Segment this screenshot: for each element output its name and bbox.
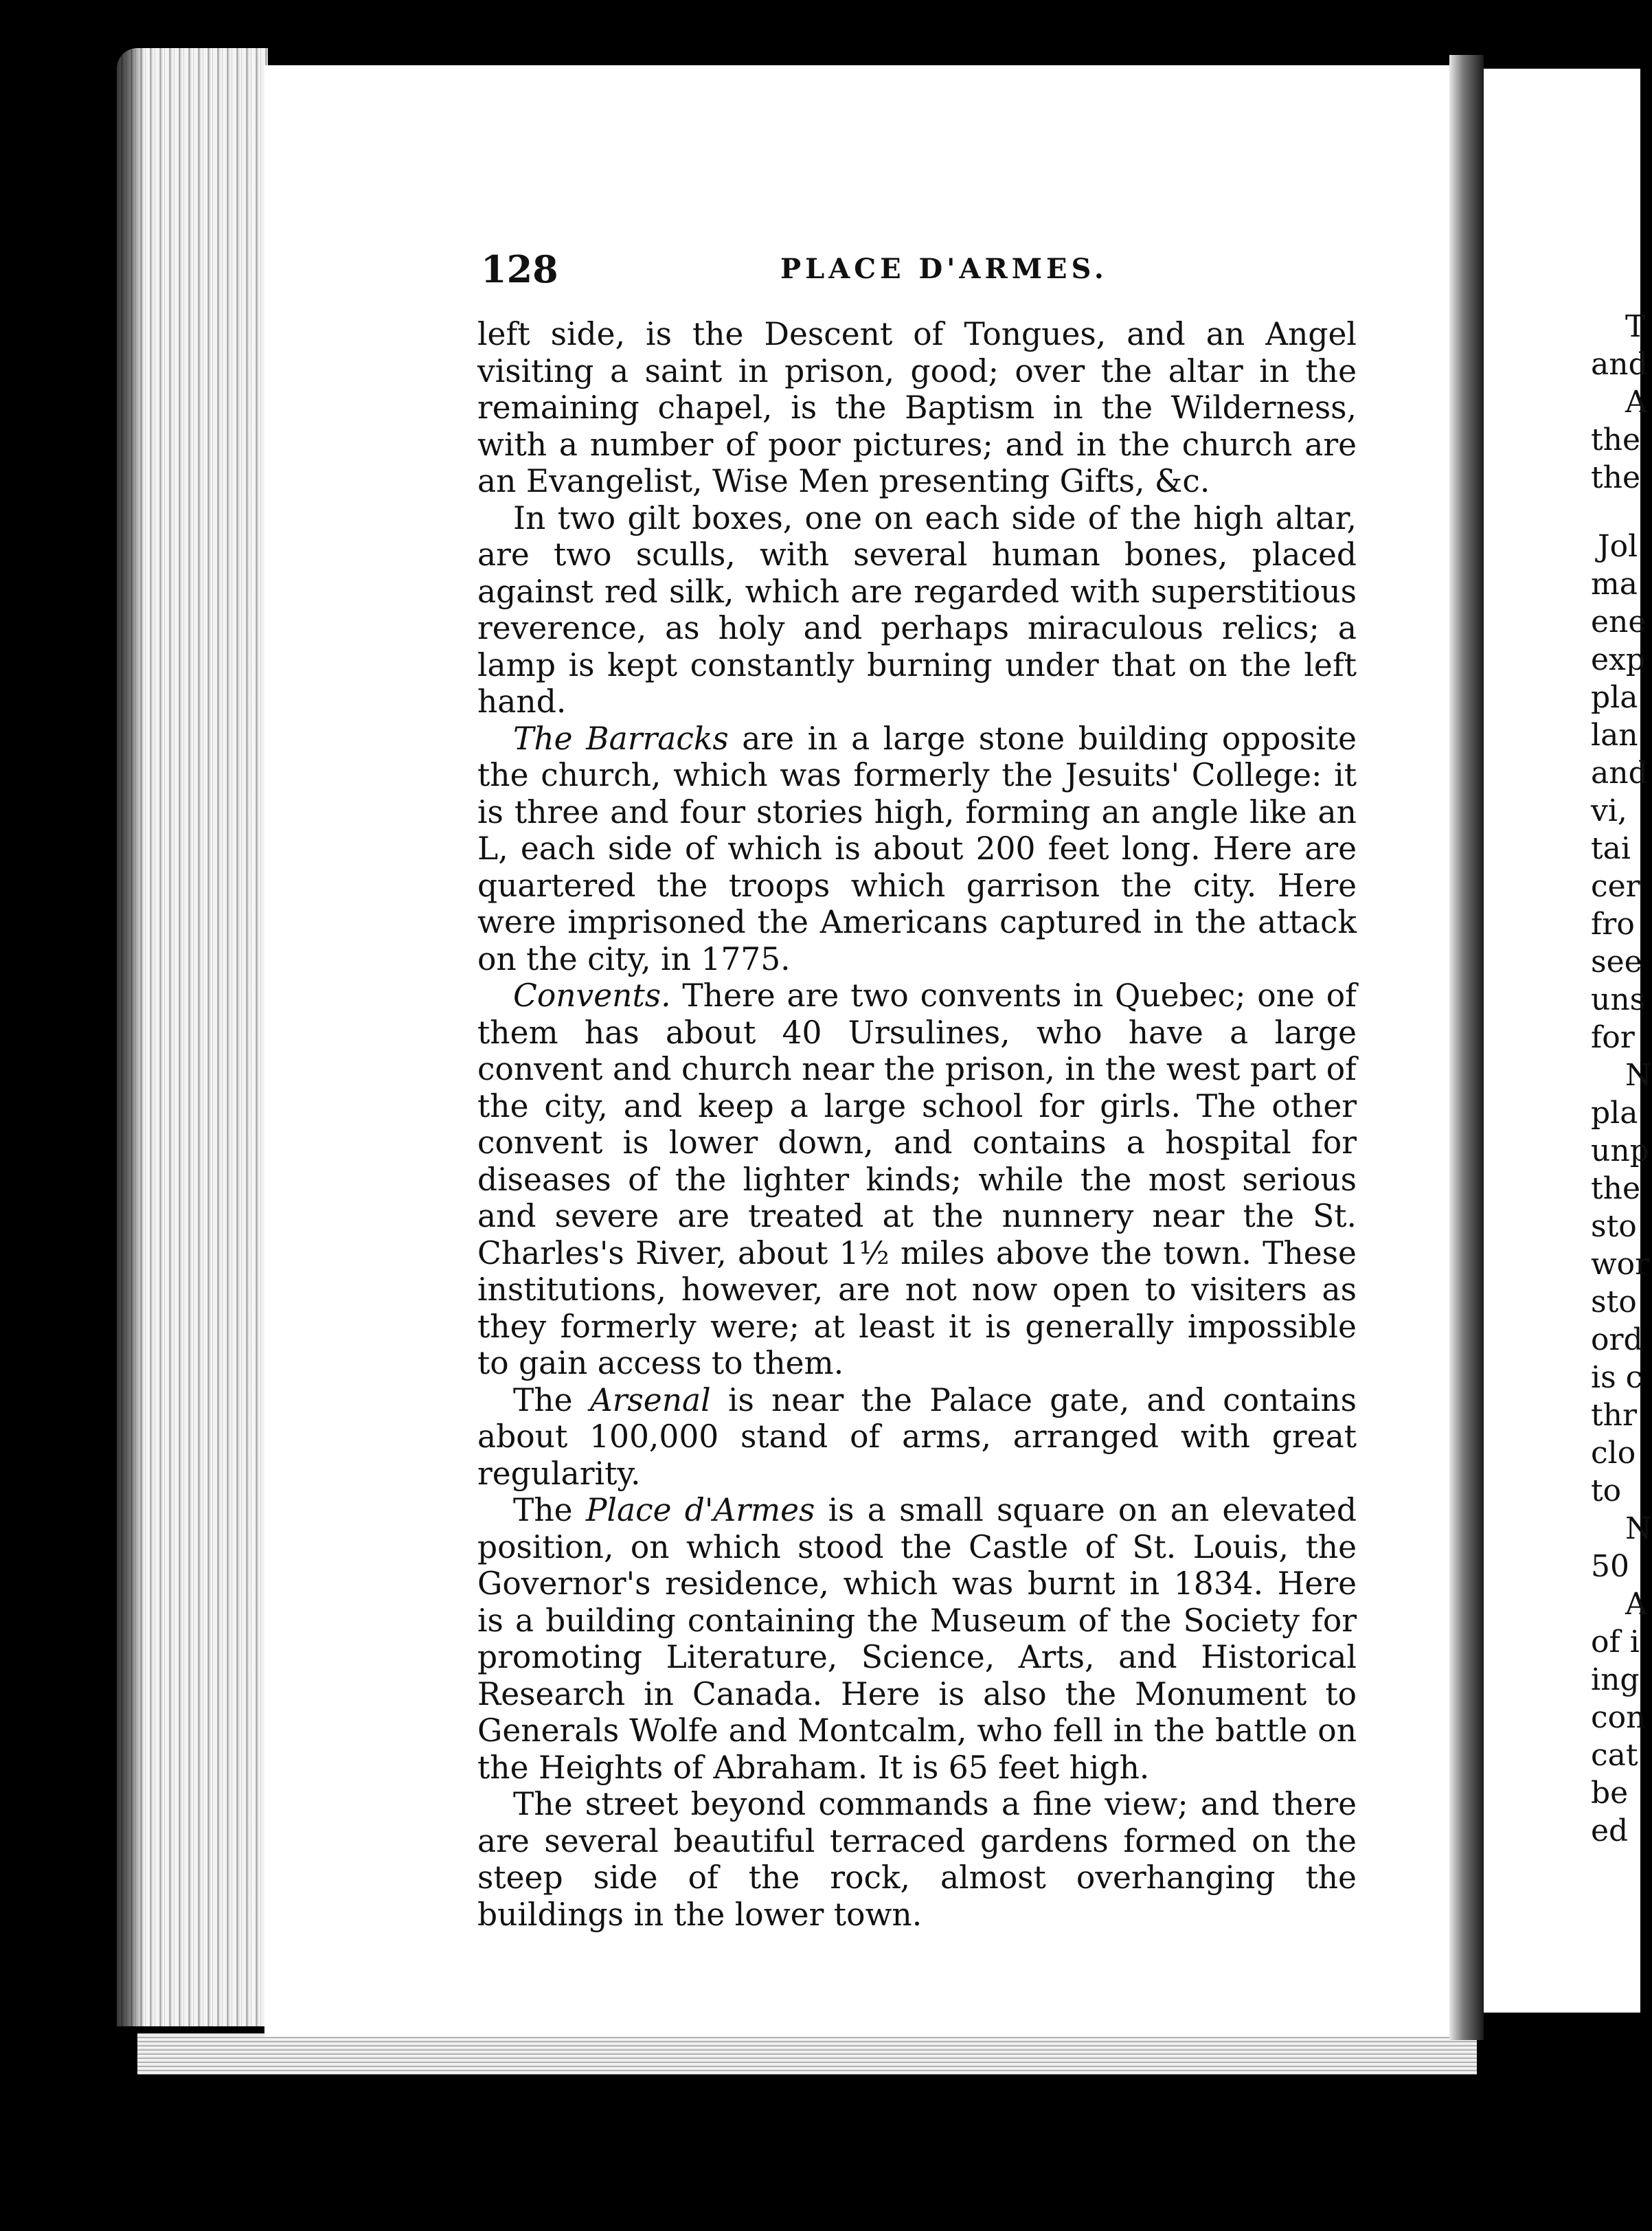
right-page-fragment: exp: [1591, 642, 1646, 677]
right-page-fragment: and: [1591, 347, 1648, 382]
italic-term: Convents.: [513, 977, 671, 1014]
right-page-fragment: thr: [1591, 1398, 1638, 1433]
right-page-fragment: ing: [1591, 1662, 1640, 1697]
right-page-fragment: ed: [1591, 1813, 1629, 1848]
right-page-fragment: N: [1625, 1511, 1652, 1546]
paragraph: In two gilt boxes, one on each side of the high altar, are two sculls, with several human bones, placed against red silk, which are regarded with superstitious reverence, as holy and perhaps miraculous relics; a lamp is kept constantly burning under that on the left hand.: [477, 499, 1357, 720]
italic-term: Place d'Armes: [585, 1492, 815, 1528]
paragraph: left side, is the Descent of Tongues, and an Angel visiting a saint in prison, good; over the altar in the remaining chapel, is the Baptism in the Wilderness, with a number of poor pictures; and in the church are an Evangelist, Wise Men presenting Gifts, &c.: [477, 316, 1357, 499]
right-page-fragment: vi,: [1591, 793, 1627, 828]
edge-shadow: [103, 41, 144, 2033]
right-page-fragment: the: [1591, 422, 1641, 457]
right-page-fragment: unp: [1591, 1133, 1649, 1168]
italic-term: The Barracks: [513, 720, 729, 757]
page-header: [481, 247, 1346, 291]
right-page-fragment: lan: [1591, 718, 1638, 753]
right-page-fragment: the: [1591, 1171, 1641, 1206]
right-page-fragment: pla: [1591, 1096, 1638, 1131]
running-head: PLACE D'ARMES.: [780, 253, 1108, 285]
right-page-fragment: tai: [1591, 831, 1631, 866]
right-page-fragment: cer: [1591, 869, 1640, 904]
right-page-fragment: pla: [1591, 680, 1638, 715]
page-number: 128: [481, 247, 558, 291]
body-text: [477, 316, 1357, 1933]
paragraph: Convents. There are two convents in Quebec; one of them has about 40 Ursulines, who have a large convent and church near the prison, in the west part of the city, and keep a large school for girls. The other convent is lower down, and contains a hospital for diseases of the lighter kinds; while the most serious and severe are treated at the nunnery near the St. Charles's River, about 1½ miles above the town. These institutions, however, are not now open to visiters as they formerly were; at least it is generally impossible to gain access to them.: [477, 977, 1357, 1381]
paragraph: The Place d'Armes is a small square on an elevated position, on which stood the Castle of St. Louis, the Governor's residence, which was burnt in 1834. Here is a building containing the Museum of the Society for promoting Literature, Science, Arts, and Historical Research in Canada. Here is also the Monument to Generals Wolfe and Montcalm, who fell in the battle on the Heights of Abraham. It is 65 feet high.: [477, 1492, 1357, 1786]
book-gutter: [1449, 55, 1484, 2040]
right-page-fragment: the: [1591, 460, 1641, 495]
right-page-fragment: Jol: [1598, 529, 1638, 564]
right-page-fragment: sto: [1591, 1284, 1637, 1320]
right-page-fragment: see: [1591, 944, 1642, 979]
right-page-fragment: to: [1591, 1473, 1622, 1508]
right-page-fragment: A: [1625, 1587, 1647, 1622]
right-page-fragment: be: [1591, 1776, 1629, 1811]
right-page-fragment: ma: [1591, 567, 1638, 602]
right-page-fragment: is c: [1591, 1360, 1643, 1395]
right-page-fragment: sto: [1591, 1209, 1637, 1244]
right-page-fragment: uns: [1591, 982, 1646, 1017]
right-page-fragment: of i: [1591, 1624, 1640, 1660]
right-page-fragment: for: [1591, 1020, 1635, 1055]
right-page-fragment: 50: [1591, 1549, 1629, 1584]
right-page-fragment: A: [1625, 385, 1647, 420]
right-page-fragment: N: [1625, 1058, 1652, 1093]
right-page-fragment: fro: [1591, 907, 1635, 942]
right-page-fragment: ene: [1591, 604, 1647, 639]
right-page-fragment: ord: [1591, 1322, 1643, 1357]
right-page-fragment: clo: [1591, 1436, 1636, 1471]
paragraph: The street beyond commands a fine view; and there are several beautiful terraced gardens formed on the steep side of the rock, almost overhanging the buildings in the lower town.: [477, 1786, 1357, 1933]
right-page-fragment: and: [1591, 756, 1648, 791]
right-page-fragment: con: [1591, 1700, 1646, 1735]
right-page-fragment: T: [1625, 309, 1646, 344]
book-bottom-edges: [137, 2033, 1477, 2074]
paragraph: The Arsenal is near the Palace gate, and contains about 100,000 stand of arms, arranged with great regularity.: [477, 1381, 1357, 1492]
paragraph: The Barracks are in a large stone building opposite the church, which was formerly the Jesuits' College: it is three and four stories high, forming an angle like an L, each side of which is about 200 feet long. Here are quartered the troops which garrison the city. Here were imprisoned the Americans captured in the attack on the city, in 1775.: [477, 720, 1357, 977]
right-page-fragment: wor: [1591, 1247, 1650, 1282]
italic-term: Arsenal: [589, 1381, 711, 1418]
right-page-fragment: cat: [1591, 1738, 1638, 1773]
